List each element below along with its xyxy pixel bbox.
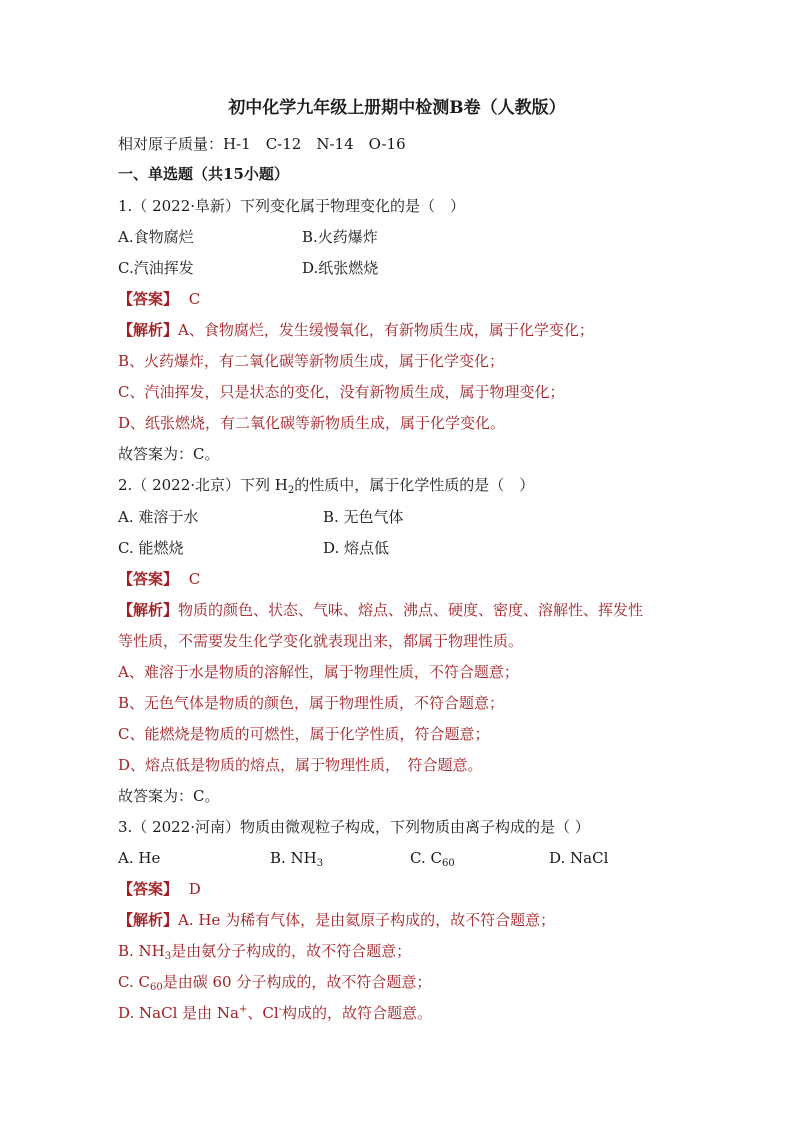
question-1-analysis-line: D、纸张燃烧，有二氧化碳等新物质生成，属于化学变化。 bbox=[118, 414, 506, 432]
question-3-option-b: B. $NH_3$ bbox=[270, 849, 324, 869]
answer-value: C bbox=[188, 570, 201, 588]
page-title: 初中化学九年级上册期中检测B卷（人教版） bbox=[228, 98, 566, 118]
question-3-analysis-line: B. $NH_3$是由氨分子构成的，故不符合题意； bbox=[118, 942, 412, 962]
analysis-tag: 【解析】 bbox=[118, 321, 179, 339]
question-1-option-a: A.食物腐烂 bbox=[118, 228, 194, 246]
question-2-analysis-line: C、能燃烧是物质的可燃性，属于化学性质，符合题意； bbox=[118, 725, 490, 743]
question-2-answer bbox=[118, 569, 200, 589]
question-3-option-d: D. NaCl bbox=[549, 849, 609, 867]
question-2-analysis-line: A、难溶于水是物质的溶解性，属于物理性质，不符合题意； bbox=[118, 663, 519, 681]
question-2-analysis-line: 等性质，不需要发生化学变化就表现出来，都属于物理性质。 bbox=[118, 632, 524, 650]
question-1-analysis-line: C、汽油挥发，只是状态的变化，没有新物质生成，属于物理变化； bbox=[118, 383, 565, 401]
question-2-option-c: C. 能燃烧 bbox=[118, 539, 184, 557]
question-3-stem: 3.（ 2022·河南）物质由微观粒子构成，下列物质由离子构成的是（ ） bbox=[118, 818, 590, 836]
analysis-text: A、食物腐烂，发生缓慢氧化，有新物质生成，属于化学变化； bbox=[178, 321, 594, 339]
answer-tag: 【答案】 bbox=[118, 570, 179, 588]
analysis-tag: 【解析】 bbox=[118, 601, 179, 619]
question-2-option-b: B. 无色气体 bbox=[323, 508, 404, 526]
question-1-option-d: D.纸张燃烧 bbox=[302, 259, 379, 277]
question-3-analysis-line: D. NaCl 是由 Na+、Cl-构成的，故符合题意。 bbox=[118, 1004, 433, 1022]
question-3-option-c: C. $C_{60}$ bbox=[410, 849, 455, 869]
analysis-text: A. He 为稀有气体，是由氦原子构成的，故不符合题意； bbox=[178, 911, 556, 929]
answer-tag: 【答案】 bbox=[118, 880, 179, 898]
analysis-tag: 【解析】 bbox=[118, 911, 179, 929]
question-3-analysis-line bbox=[118, 910, 555, 930]
question-1-answer bbox=[118, 289, 200, 309]
atomic-masses: 相对原子质量：H-1 C-12 N-14 O-16 bbox=[118, 135, 406, 153]
question-1-option-b: B.火药爆炸 bbox=[302, 228, 378, 246]
analysis-text: 物质的颜色、状态、气味、熔点、沸点、硬度、密度、溶解性、挥发性 bbox=[178, 601, 644, 619]
question-1-conclusion: 故答案为：C。 bbox=[118, 445, 220, 463]
question-3-option-a: A. He bbox=[118, 849, 161, 867]
answer-tag: 【答案】 bbox=[118, 290, 179, 308]
answer-value: C bbox=[188, 290, 201, 308]
question-3-analysis-line: C. $C_{60}$是由碳 60 分子构成的，故不符合题意； bbox=[118, 973, 432, 993]
question-2-conclusion: 故答案为：C。 bbox=[118, 787, 220, 805]
question-2-option-d: D. 熔点低 bbox=[323, 539, 390, 557]
question-1-analysis-line: B、火药爆炸，有二氧化碳等新物质生成，属于化学变化； bbox=[118, 352, 505, 370]
question-2-option-a: A. 难溶于水 bbox=[118, 508, 199, 526]
question-3-answer bbox=[118, 879, 201, 899]
question-2-analysis-line bbox=[118, 600, 643, 620]
question-1-stem: 1.（ 2022·阜新）下列变化属于物理变化的是（ ） bbox=[118, 197, 466, 215]
question-1-option-c: C.汽油挥发 bbox=[118, 259, 194, 277]
question-2-stem: 2.（ 2022·北京）下列 $H_2$的性质中，属于化学性质的是（ ） bbox=[118, 476, 535, 496]
question-1-analysis-line bbox=[118, 320, 594, 340]
section-heading: 一、单选题（共15小题） bbox=[118, 165, 289, 183]
answer-value: D bbox=[188, 880, 201, 898]
question-2-analysis-line: B、无色气体是物质的颜色，属于物理性质，不符合题意； bbox=[118, 694, 505, 712]
question-2-analysis-line: D、熔点低是物质的熔点，属于物理性质， 符合题意。 bbox=[118, 756, 483, 774]
